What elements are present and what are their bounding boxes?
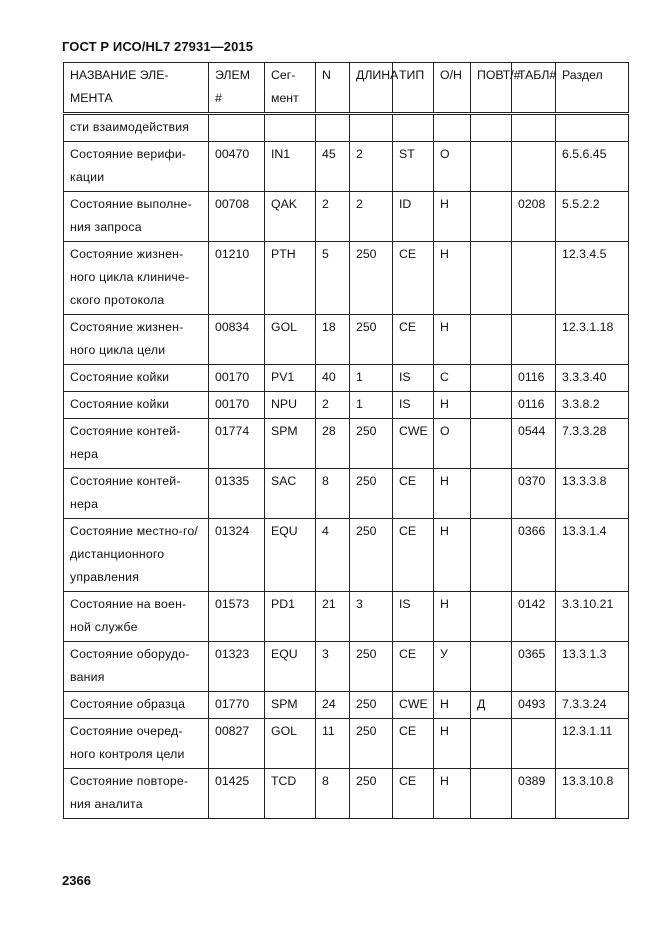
table-row [64,592,629,642]
cell-elem: 01774 [209,419,265,469]
cell-name: Состояние на воен-ной службе [64,592,209,642]
cell-n: 45 [316,142,350,192]
cell-n: 2 [316,192,350,242]
cell-type: IS [393,365,434,392]
cell-repeat [471,519,512,592]
cell-repeat [471,315,512,365]
cell-length: 250 [350,469,393,519]
cell-req: Н [434,692,471,719]
cell-repeat [471,719,512,769]
cell-repeat [471,769,512,819]
cell-elem: 00170 [209,392,265,419]
cell-n: 3 [316,642,350,692]
cell-length: 2 [350,192,393,242]
data-element-table [63,62,629,819]
cell-section: 13.3.10.8 [556,769,629,819]
cell-table [512,315,556,365]
table-row [64,519,629,592]
cell-repeat [471,242,512,315]
cell-name: Состояние верифи-кации [64,142,209,192]
cell-section: 13.3.1.3 [556,642,629,692]
table-header-row [64,63,629,114]
cell-elem: 00827 [209,719,265,769]
cell-req: Н [434,192,471,242]
cell-elem: 01323 [209,642,265,692]
cell-repeat [471,642,512,692]
table-row [64,769,629,819]
cell-repeat [471,392,512,419]
cell-segment: PTH [265,242,316,315]
cell-name: Состояние повторе-ния аналита [64,769,209,819]
cell-table: 0116 [512,392,556,419]
cell-type: CE [393,642,434,692]
column-header-table: ТАБЛ# [512,63,556,114]
cell-section: 3.3.8.2 [556,392,629,419]
cell-table [512,242,556,315]
cell-elem: 01210 [209,242,265,315]
table-row [64,692,629,719]
cell-section: 7.3.3.24 [556,692,629,719]
table-row [64,419,629,469]
cell-segment: NPU [265,392,316,419]
cell-name: Состояние очеред-ного контроля цели [64,719,209,769]
cell-repeat [471,142,512,192]
cell-name: Состояние выполне-ния запроса [64,192,209,242]
cell-section: 13.3.3.8 [556,469,629,519]
cell-req: Н [434,592,471,642]
cell-req: Н [434,242,471,315]
cell-req: Н [434,392,471,419]
cell-n: 18 [316,315,350,365]
cell-elem: 01573 [209,592,265,642]
cell-segment: TCD [265,769,316,819]
cell-req: У [434,642,471,692]
cell-table: 0493 [512,692,556,719]
cell-n: 4 [316,519,350,592]
table-row [64,642,629,692]
cell-n: 5 [316,242,350,315]
cell-table: 0389 [512,769,556,819]
cell-elem: 01425 [209,769,265,819]
cell-segment: GOL [265,719,316,769]
cell-segment: GOL [265,315,316,365]
cell-elem: 01324 [209,519,265,592]
column-header-type: ТИП [393,63,434,114]
column-header-req: О/Н [434,63,471,114]
column-header-elem: ЭЛЕМ # [209,63,265,114]
table-row [64,142,629,192]
cell-segment: QAK [265,192,316,242]
continuation-text: сти взаимодействия [64,114,209,142]
cell-repeat [471,192,512,242]
cell-n: 21 [316,592,350,642]
cell-segment: EQU [265,519,316,592]
cell-segment: SPM [265,419,316,469]
cell-req: Н [434,719,471,769]
cell-n: 2 [316,392,350,419]
cell-name: Состояние жизнен-ного цикла цели [64,315,209,365]
cell-name: Состояние койки [64,392,209,419]
cell-req: Н [434,769,471,819]
cell-type: CE [393,769,434,819]
cell-elem: 00170 [209,365,265,392]
cell-name: Состояние койки [64,365,209,392]
cell-length: 250 [350,692,393,719]
cell-segment: PV1 [265,365,316,392]
cell-repeat [471,365,512,392]
cell-name: Состояние образца [64,692,209,719]
cell-length: 250 [350,315,393,365]
cell-type: IS [393,392,434,419]
cell-table [512,142,556,192]
cell-table: 0544 [512,419,556,469]
cell-req: О [434,419,471,469]
cell-section: 7.3.3.28 [556,419,629,469]
cell-name: Состояние жизнен-ного цикла клиниче-ского протокола [64,242,209,315]
page-number: 2366 [62,873,91,888]
cell-section: 5.5.2.2 [556,192,629,242]
column-header-segment: Сег-мент [265,63,316,114]
cell-elem: 01335 [209,469,265,519]
cell-length: 250 [350,719,393,769]
column-header-section: Раздел [556,63,629,114]
cell-length: 1 [350,392,393,419]
cell-length: 1 [350,365,393,392]
cell-table: 0208 [512,192,556,242]
cell-table: 0365 [512,642,556,692]
cell-repeat [471,592,512,642]
table-row [64,469,629,519]
cell-table: 0366 [512,519,556,592]
cell-req: Н [434,469,471,519]
cell-name: Состояние контей-нера [64,469,209,519]
table-row [64,315,629,365]
column-header-repeat: ПОВТ/# [471,63,512,114]
cell-type: CE [393,242,434,315]
cell-name: Состояние контей-нера [64,419,209,469]
cell-elem: 00708 [209,192,265,242]
cell-repeat [471,419,512,469]
cell-req: Н [434,315,471,365]
cell-length: 250 [350,642,393,692]
cell-type: ID [393,192,434,242]
cell-type: ST [393,142,434,192]
table-row [64,242,629,315]
document-header: ГОСТ Р ИСО/HL7 27931—2015 [62,39,254,54]
cell-req: О [434,142,471,192]
cell-n: 40 [316,365,350,392]
cell-length: 250 [350,419,393,469]
cell-req: Н [434,519,471,592]
column-header-name: НАЗВАНИЕ ЭЛЕ-МЕНТА [64,63,209,114]
cell-elem: 01770 [209,692,265,719]
cell-segment: EQU [265,642,316,692]
cell-segment: SAC [265,469,316,519]
cell-name: Состояние оборудо-вания [64,642,209,692]
cell-table: 0370 [512,469,556,519]
cell-segment: PD1 [265,592,316,642]
cell-name: Состояние местно-го/дистанционного управления [64,519,209,592]
column-header-n: N [316,63,350,114]
cell-type: CE [393,519,434,592]
cell-section: 13.3.1.4 [556,519,629,592]
column-header-length: ДЛИНА [350,63,393,114]
cell-section: 3.3.3.40 [556,365,629,392]
cell-repeat [471,469,512,519]
cell-length: 250 [350,242,393,315]
table-row [64,365,629,392]
cell-length: 250 [350,519,393,592]
cell-section: 12.3.1.11 [556,719,629,769]
cell-n: 24 [316,692,350,719]
cell-n: 28 [316,419,350,469]
cell-section: 12.3.1.18 [556,315,629,365]
cell-table: 0116 [512,365,556,392]
cell-req: С [434,365,471,392]
cell-length: 250 [350,769,393,819]
table-row [64,192,629,242]
table-row [64,719,629,769]
table-row-continuation [64,114,629,142]
cell-section: 6.5.6.45 [556,142,629,192]
cell-segment: SPM [265,692,316,719]
cell-n: 8 [316,769,350,819]
cell-table [512,719,556,769]
cell-length: 3 [350,592,393,642]
cell-type: IS [393,592,434,642]
cell-segment: IN1 [265,142,316,192]
cell-type: CE [393,315,434,365]
cell-elem: 00470 [209,142,265,192]
cell-elem: 00834 [209,315,265,365]
cell-table: 0142 [512,592,556,642]
cell-n: 11 [316,719,350,769]
cell-section: 12.3.4.5 [556,242,629,315]
table-row [64,392,629,419]
cell-type: CWE [393,692,434,719]
cell-type: CE [393,469,434,519]
cell-n: 8 [316,469,350,519]
cell-section: 3.3.10.21 [556,592,629,642]
cell-length: 2 [350,142,393,192]
cell-repeat: Д [471,692,512,719]
cell-type: CE [393,719,434,769]
cell-type: CWE [393,419,434,469]
